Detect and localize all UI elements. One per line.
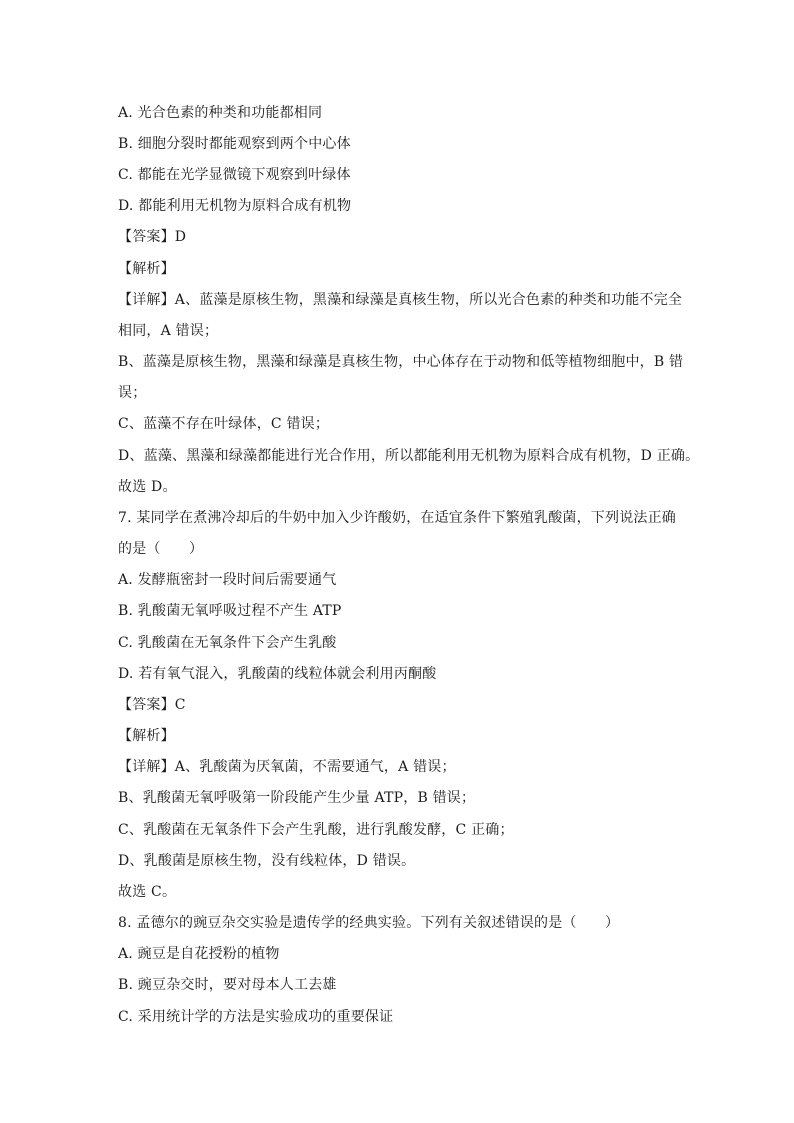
conclusion-line: 故选 C。 — [118, 884, 177, 900]
detail-line: 误； — [118, 385, 147, 401]
analysis-heading: 【解析】 — [118, 261, 175, 277]
question-8-line: 8. 孟德尔的豌豆杂交实验是遗传学的经典实验。下列有关叙述错误的是（ ） — [118, 915, 620, 931]
conclusion-line: 故选 D。 — [118, 479, 177, 495]
option-b-line: B. 豌豆杂交时，要对母本人工去雄 — [118, 977, 337, 993]
detail-line: C、蓝藻不存在叶绿体，C 错误； — [118, 416, 330, 432]
option-a-line: A. 光合色素的种类和功能都相同 — [118, 105, 323, 121]
option-b-line: B. 乳酸菌无氧呼吸过程不产生 ATP — [118, 603, 342, 619]
detail-line: B、蓝藻是原核生物，黑藻和绿藻是真核生物，中心体存在于动物和低等植物细胞中，B 错 — [118, 354, 684, 370]
detail-line: 【详解】A、乳酸菌为厌氧菌，不需要通气，A 错误； — [118, 759, 456, 775]
detail-line: 【详解】A、蓝藻是原核生物，黑藻和绿藻是真核生物，所以光合色素的种类和功能不完全 — [118, 292, 683, 308]
option-a-line: A. 发酵瓶密封一段时间后需要通气 — [118, 572, 337, 588]
question-7-line: 7. 某同学在煮沸冷却后的牛奶中加入少许酸奶，在适宜条件下繁殖乳酸菌，下列说法正确 — [118, 510, 677, 526]
option-c-line: C. 乳酸菌在无氧条件下会产生乳酸 — [118, 635, 337, 651]
detail-line: B、乳酸菌无氧呼吸第一阶段能产生少量 ATP，B 错误； — [118, 790, 476, 806]
detail-line: C、乳酸菌在无氧条件下会产生乳酸，进行乳酸发酵，C 正确； — [118, 822, 514, 838]
option-d-line: D. 都能利用无机物为原料合成有机物 — [118, 198, 352, 214]
option-d-line: D. 若有氧气混入，乳酸菌的线粒体就会利用丙酮酸 — [118, 666, 437, 682]
detail-line: D、蓝藻、黑藻和绿藻都能进行光合作用，所以都能利用无机物为原料合成有机物，D 正确。 — [118, 448, 700, 464]
option-b-line: B. 细胞分裂时都能观察到两个中心体 — [118, 136, 351, 152]
detail-line: 相同，A 错误； — [118, 323, 219, 339]
answer-line: 【答案】D — [118, 229, 187, 245]
option-c-line: C. 采用统计学的方法是实验成功的重要保证 — [118, 1009, 394, 1025]
option-a-line: A. 豌豆是自花授粉的植物 — [118, 946, 280, 962]
detail-line: D、乳酸菌是原核生物，没有线粒体，D 错误。 — [118, 853, 416, 869]
answer-line: 【答案】C — [118, 697, 186, 713]
option-c-line: C. 都能在光学显微镜下观察到叶绿体 — [118, 167, 351, 183]
question-7-line: 的是（ ） — [118, 541, 204, 557]
analysis-heading: 【解析】 — [118, 728, 175, 744]
